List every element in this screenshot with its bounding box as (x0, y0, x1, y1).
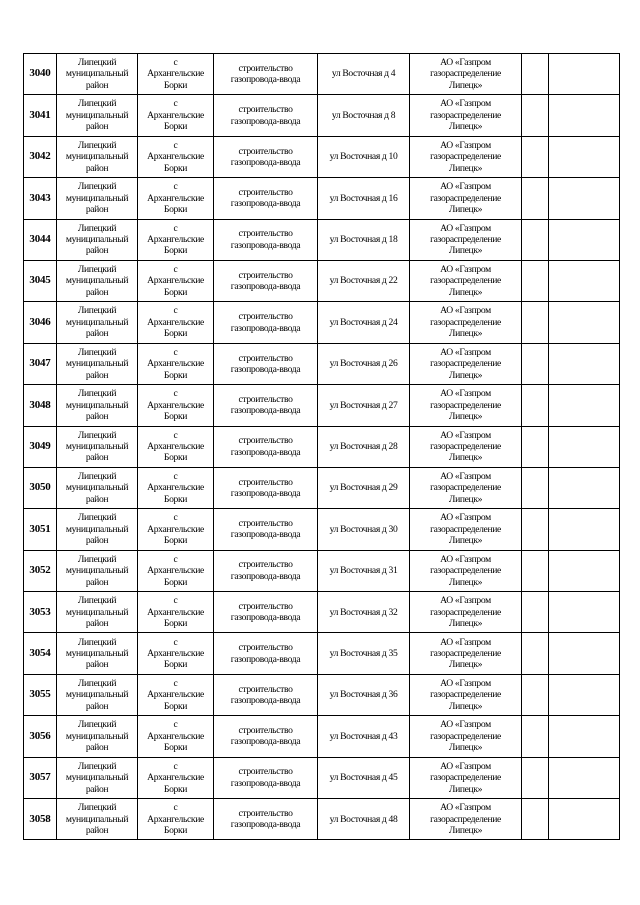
registry-table (23, 53, 620, 840)
row-number-cell (24, 716, 57, 757)
address-text: ул Восточная д 30 (329, 523, 398, 535)
table-row (24, 260, 620, 301)
organization-text: АО «Газпром газораспределение Липецк» (430, 429, 501, 464)
table-row (24, 467, 620, 508)
work-type-cell (214, 302, 318, 343)
work-type-cell (214, 633, 318, 674)
row-number-cell (24, 178, 57, 219)
empty-cell (522, 385, 549, 426)
empty-cell (549, 219, 620, 260)
empty-cell (549, 550, 620, 591)
empty-cell (522, 716, 549, 757)
work-type-cell (214, 136, 318, 177)
district-cell (57, 95, 138, 136)
locality-text: с Архангельские Борки (147, 305, 204, 340)
row-number-text: 3051 (29, 522, 51, 535)
row-number-text: 3046 (29, 315, 51, 328)
work-type-cell (214, 592, 318, 633)
locality-cell (138, 550, 214, 591)
locality-cell (138, 426, 214, 467)
locality-cell (138, 674, 214, 715)
row-number-cell (24, 426, 57, 467)
row-number-cell (24, 674, 57, 715)
organization-text: АО «Газпром газораспределение Липецк» (430, 222, 501, 257)
locality-cell (138, 716, 214, 757)
table-row (24, 178, 620, 219)
row-number-cell (24, 95, 57, 136)
district-text: Липецкий муниципальный район (65, 222, 129, 257)
empty-cell (522, 95, 549, 136)
empty-cell (549, 178, 620, 219)
district-cell (57, 219, 138, 260)
district-text: Липецкий муниципальный район (65, 553, 129, 588)
work-type-cell (214, 426, 318, 467)
organization-text: АО «Газпром газораспределение Липецк» (430, 98, 501, 133)
district-cell (57, 592, 138, 633)
locality-cell (138, 633, 214, 674)
empty-cell (549, 757, 620, 798)
district-cell (57, 757, 138, 798)
address-text: ул Восточная д 4 (331, 68, 396, 80)
row-number-text: 3058 (29, 812, 51, 825)
district-text: Липецкий муниципальный район (65, 98, 129, 133)
table-row (24, 385, 620, 426)
locality-text: с Архангельские Борки (147, 139, 204, 174)
empty-cell (549, 343, 620, 384)
work-type-text: строительство газопровода-ввода (230, 62, 301, 86)
district-cell (57, 550, 138, 591)
organization-text: АО «Газпром газораспределение Липецк» (430, 595, 501, 629)
row-number-text: 3047 (29, 357, 51, 370)
table-row (24, 757, 620, 798)
organization-text: АО «Газпром газораспределение Липецк» (430, 677, 501, 712)
organization-text: АО «Газпром газораспределение Липецк» (430, 719, 501, 754)
organization-text: АО «Газпром газораспределение Липецк» (430, 305, 501, 340)
district-text: Липецкий муниципальный район (65, 305, 129, 340)
organization-cell (410, 633, 522, 674)
locality-text: с Архангельские Борки (147, 429, 204, 464)
empty-cell (522, 302, 549, 343)
row-number-text: 3045 (29, 274, 51, 287)
address-text: ул Восточная д 31 (329, 565, 398, 577)
locality-text: с Архангельские Борки (147, 57, 204, 91)
address-cell (318, 509, 410, 550)
organization-cell (410, 302, 522, 343)
work-type-text: строительство газопровода-ввода (230, 104, 301, 127)
empty-cell (549, 674, 620, 715)
address-text: ул Восточная д 18 (329, 234, 398, 246)
organization-cell (410, 136, 522, 177)
work-type-text: строительство газопровода-ввода (230, 766, 301, 789)
organization-text: АО «Газпром газораспределение Липецк» (430, 512, 501, 547)
row-number-text: 3057 (29, 771, 51, 784)
district-text: Липецкий муниципальный район (65, 636, 129, 671)
district-cell (57, 385, 138, 426)
district-cell (57, 799, 138, 840)
locality-text: с Архангельские Борки (147, 264, 204, 298)
work-type-text: строительство газопровода-ввода (230, 600, 301, 624)
address-cell (318, 592, 410, 633)
district-cell (57, 136, 138, 177)
row-number-cell (24, 633, 57, 674)
organization-cell (410, 343, 522, 384)
work-type-text: строительство газопровода-ввода (230, 145, 301, 168)
organization-text: АО «Газпром газораспределение Липецк» (430, 636, 501, 671)
row-number-cell (24, 799, 57, 840)
work-type-text: строительство газопровода-ввода (230, 311, 301, 334)
empty-cell (522, 426, 549, 467)
work-type-cell (214, 385, 318, 426)
empty-cell (549, 95, 620, 136)
table-row (24, 799, 620, 840)
organization-text: АО «Газпром газораспределение Липецк» (430, 346, 501, 381)
empty-cell (522, 592, 549, 633)
organization-cell (410, 95, 522, 136)
locality-text: с Архангельские Борки (147, 719, 204, 754)
empty-cell (549, 716, 620, 757)
locality-text: с Архангельские Борки (147, 760, 204, 795)
locality-text: с Архангельские Борки (147, 181, 204, 216)
row-number-cell (24, 467, 57, 508)
address-text: ул Восточная д 32 (329, 606, 398, 618)
row-number-cell (24, 757, 57, 798)
locality-cell (138, 509, 214, 550)
row-number-cell (24, 54, 57, 95)
district-text: Липецкий муниципальный район (65, 264, 129, 298)
address-cell (318, 633, 410, 674)
table-row (24, 550, 620, 591)
work-type-cell (214, 674, 318, 715)
address-cell (318, 343, 410, 384)
work-type-cell (214, 54, 318, 95)
table-row (24, 95, 620, 136)
work-type-text: строительство газопровода-ввода (230, 186, 301, 210)
row-number-cell (24, 385, 57, 426)
district-text: Липецкий муниципальный район (65, 181, 129, 216)
district-cell (57, 467, 138, 508)
district-text: Липецкий муниципальный район (65, 719, 129, 754)
empty-cell (549, 467, 620, 508)
organization-cell (410, 674, 522, 715)
organization-text: АО «Газпром газораспределение Липецк» (430, 553, 501, 588)
address-text: ул Восточная д 43 (329, 730, 398, 742)
locality-cell (138, 54, 214, 95)
empty-cell (549, 302, 620, 343)
organization-text: АО «Газпром газораспределение Липецк» (430, 264, 501, 298)
work-type-cell (214, 757, 318, 798)
work-type-cell (214, 178, 318, 219)
empty-cell (549, 633, 620, 674)
district-cell (57, 509, 138, 550)
organization-cell (410, 385, 522, 426)
row-number-text: 3049 (29, 440, 51, 452)
organization-cell (410, 467, 522, 508)
empty-cell (522, 550, 549, 591)
row-number-cell (24, 343, 57, 384)
address-cell (318, 178, 410, 219)
row-number-cell (24, 302, 57, 343)
row-number-cell (24, 260, 57, 301)
address-text: ул Восточная д 45 (329, 772, 398, 784)
locality-text: с Архангельские Борки (147, 98, 204, 133)
row-number-cell (24, 550, 57, 591)
district-cell (57, 633, 138, 674)
work-type-text: строительство газопровода-ввода (230, 559, 301, 582)
address-text: ул Восточная д 35 (329, 647, 398, 659)
locality-cell (138, 219, 214, 260)
table-row (24, 54, 620, 95)
organization-text: АО «Газпром газораспределение Липецк» (430, 802, 501, 836)
row-number-cell (24, 592, 57, 633)
locality-text: с Архангельские Борки (147, 553, 204, 588)
locality-text: с Архангельские Борки (147, 470, 204, 505)
locality-text: с Архангельские Борки (147, 802, 204, 836)
empty-cell (522, 136, 549, 177)
district-cell (57, 54, 138, 95)
empty-cell (522, 509, 549, 550)
district-cell (57, 178, 138, 219)
district-text: Липецкий муниципальный район (65, 512, 129, 547)
locality-text: с Архангельские Борки (147, 636, 204, 671)
document-page (23, 53, 619, 840)
address-text: ул Восточная д 27 (329, 399, 398, 411)
address-cell (318, 799, 410, 840)
registry-table-body (24, 54, 620, 840)
row-number-cell (24, 509, 57, 550)
locality-cell (138, 467, 214, 508)
address-text: ул Восточная д 36 (329, 689, 398, 701)
organization-cell (410, 54, 522, 95)
row-number-text: 3040 (29, 67, 51, 80)
address-cell (318, 467, 410, 508)
row-number-text: 3050 (29, 481, 51, 494)
locality-cell (138, 136, 214, 177)
row-number-text: 3055 (29, 688, 51, 701)
empty-cell (522, 54, 549, 95)
row-number-cell (24, 136, 57, 177)
organization-cell (410, 509, 522, 550)
address-cell (318, 426, 410, 467)
empty-cell (522, 260, 549, 301)
row-number-text: 3056 (29, 729, 51, 742)
row-number-text: 3053 (29, 605, 51, 618)
organization-text: АО «Газпром газораспределение Липецк» (430, 57, 501, 91)
address-cell (318, 716, 410, 757)
work-type-cell (214, 219, 318, 260)
empty-cell (522, 799, 549, 840)
locality-cell (138, 95, 214, 136)
locality-text: с Архангельские Борки (147, 677, 204, 712)
locality-cell (138, 799, 214, 840)
organization-cell (410, 426, 522, 467)
organization-cell (410, 799, 522, 840)
address-cell (318, 302, 410, 343)
address-cell (318, 260, 410, 301)
row-number-text: 3043 (29, 191, 51, 204)
organization-cell (410, 178, 522, 219)
locality-text: с Архангельские Борки (147, 595, 204, 629)
row-number-text: 3048 (29, 398, 51, 411)
work-type-cell (214, 95, 318, 136)
organization-text: АО «Газпром газораспределение Липецк» (430, 470, 501, 505)
work-type-text: строительство газопровода-ввода (230, 393, 301, 417)
district-text: Липецкий муниципальный район (65, 346, 129, 381)
empty-cell (549, 426, 620, 467)
address-cell (318, 54, 410, 95)
organization-cell (410, 550, 522, 591)
work-type-cell (214, 799, 318, 840)
locality-cell (138, 260, 214, 301)
empty-cell (522, 219, 549, 260)
district-text: Липецкий муниципальный район (65, 139, 129, 174)
work-type-text: строительство газопровода-ввода (230, 518, 301, 541)
work-type-cell (214, 716, 318, 757)
locality-cell (138, 343, 214, 384)
district-cell (57, 260, 138, 301)
locality-cell (138, 178, 214, 219)
work-type-cell (214, 550, 318, 591)
table-row (24, 302, 620, 343)
table-row (24, 592, 620, 633)
locality-text: с Архангельские Борки (147, 512, 204, 547)
empty-cell (549, 385, 620, 426)
locality-cell (138, 385, 214, 426)
work-type-cell (214, 509, 318, 550)
district-cell (57, 343, 138, 384)
address-text: ул Восточная д 48 (329, 813, 398, 825)
organization-text: АО «Газпром газораспределение Липецк» (430, 181, 501, 216)
row-number-text: 3052 (29, 564, 51, 577)
address-text: ул Восточная д 8 (331, 109, 396, 121)
address-cell (318, 674, 410, 715)
organization-cell (410, 592, 522, 633)
work-type-text: строительство газопровода-ввода (230, 476, 301, 500)
row-number-text: 3054 (29, 646, 51, 659)
locality-cell (138, 302, 214, 343)
organization-cell (410, 716, 522, 757)
organization-text: АО «Газпром газораспределение Липецк» (430, 388, 501, 423)
work-type-text: строительство газопровода-ввода (230, 435, 301, 458)
empty-cell (549, 592, 620, 633)
district-text: Липецкий муниципальный район (65, 802, 129, 836)
district-text: Липецкий муниципальный район (65, 57, 129, 91)
address-text: ул Восточная д 10 (329, 151, 398, 163)
empty-cell (522, 178, 549, 219)
district-text: Липецкий муниципальный район (65, 470, 129, 505)
address-text: ул Восточная д 16 (329, 192, 398, 204)
locality-text: с Архангельские Борки (147, 222, 204, 257)
work-type-text: строительство газопровода-ввода (230, 807, 301, 831)
district-cell (57, 716, 138, 757)
district-text: Липецкий муниципальный район (65, 760, 129, 795)
address-text: ул Восточная д 22 (329, 275, 398, 287)
row-number-text: 3044 (29, 233, 51, 246)
address-text: ул Восточная д 28 (329, 441, 398, 452)
locality-text: с Архангельские Борки (147, 388, 204, 423)
row-number-text: 3042 (29, 150, 51, 163)
district-text: Липецкий муниципальный район (65, 429, 129, 464)
table-row (24, 674, 620, 715)
work-type-cell (214, 260, 318, 301)
work-type-text: строительство газопровода-ввода (230, 725, 301, 748)
table-row (24, 136, 620, 177)
empty-cell (549, 54, 620, 95)
row-number-text: 3041 (29, 108, 51, 121)
district-cell (57, 674, 138, 715)
district-text: Липецкий муниципальный район (65, 677, 129, 712)
organization-cell (410, 260, 522, 301)
locality-cell (138, 757, 214, 798)
address-cell (318, 550, 410, 591)
empty-cell (549, 136, 620, 177)
table-row (24, 509, 620, 550)
work-type-cell (214, 467, 318, 508)
locality-text: с Архангельские Борки (147, 346, 204, 381)
empty-cell (549, 799, 620, 840)
organization-text: АО «Газпром газораспределение Липецк» (430, 139, 501, 174)
work-type-text: строительство газопровода-ввода (230, 269, 301, 293)
empty-cell (522, 757, 549, 798)
address-cell (318, 385, 410, 426)
district-text: Липецкий муниципальный район (65, 388, 129, 423)
work-type-text: строительство газопровода-ввода (230, 642, 301, 665)
locality-cell (138, 592, 214, 633)
district-cell (57, 302, 138, 343)
table-row (24, 219, 620, 260)
table-row (24, 426, 620, 467)
work-type-cell (214, 343, 318, 384)
empty-cell (522, 674, 549, 715)
organization-cell (410, 219, 522, 260)
address-text: ул Восточная д 26 (329, 358, 398, 370)
address-cell (318, 219, 410, 260)
organization-text: АО «Газпром газораспределение Липецк» (430, 760, 501, 795)
empty-cell (549, 509, 620, 550)
district-cell (57, 426, 138, 467)
work-type-text: строительство газопровода-ввода (230, 683, 301, 707)
empty-cell (522, 343, 549, 384)
empty-cell (522, 467, 549, 508)
work-type-text: строительство газопровода-ввода (230, 352, 301, 375)
address-cell (318, 757, 410, 798)
address-text: ул Восточная д 29 (329, 482, 398, 494)
table-row (24, 716, 620, 757)
table-row (24, 633, 620, 674)
row-number-cell (24, 219, 57, 260)
empty-cell (549, 260, 620, 301)
address-cell (318, 136, 410, 177)
district-text: Липецкий муниципальный район (65, 595, 129, 629)
organization-cell (410, 757, 522, 798)
empty-cell (522, 633, 549, 674)
address-cell (318, 95, 410, 136)
work-type-text: строительство газопровода-ввода (230, 228, 301, 251)
table-row (24, 343, 620, 384)
address-text: ул Восточная д 24 (329, 316, 398, 328)
